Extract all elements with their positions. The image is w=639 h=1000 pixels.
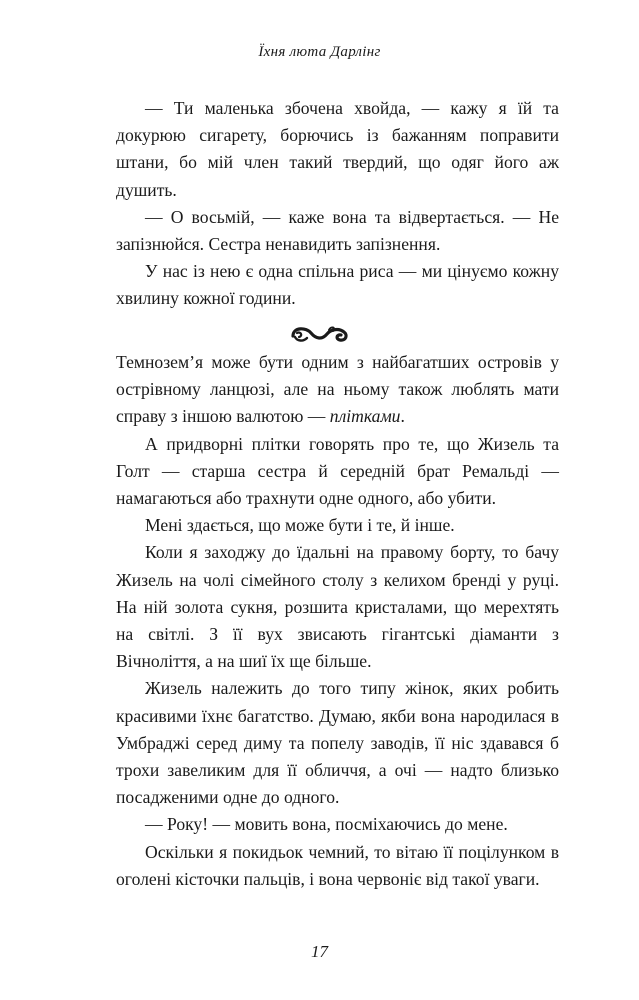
swirl-ornament-icon <box>287 324 351 344</box>
paragraph: Оскільки я покидьок чемний, то вітаю її поцілунком в оголені кісточки пальців, і вона червоніє від такої уваги. <box>116 841 559 889</box>
paragraph: Мені здається, що може бути і те, й інше. <box>145 515 455 536</box>
paragraph <box>116 349 559 431</box>
emphasized-word: плітками <box>329 406 401 427</box>
paragraph: — Ти маленька збочена хвойда, — кажу я їй та докурюю сигарету, борючись із бажанням поправити штани, бо мій член такий твердий, що одяг його аж душить. <box>116 98 559 200</box>
paragraph: — Року! — мовить вона, посміхаючись до мене. <box>145 814 508 835</box>
paragraph-end: . <box>400 406 405 427</box>
paragraph-text: Темноземʼя може бути одним з найбагатших островів у острівному ланцюзі, але на ньому також люблять мати справу з іншою валютою — <box>116 352 559 427</box>
paragraph: Коли я заходжу до їдальні на правому борту, то бачу Жизель на чолі сімейного столу з келихом бренді у руці. На ній золота сукня, розшита кристалами, що мерехтять на світлі. З її вух звисають гігантські діаманти з Вічноліття, а на шиї їх ще більше. <box>116 542 559 672</box>
paragraph: — О восьмій, — каже вона та відвертається. — Не запізнюйся. Сестра ненавидить запізнення. <box>116 206 559 255</box>
paragraph: Жизель належить до того типу жінок, яких робить красивими їхнє багатство. Думаю, якби вона народилася в Умбраджі серед диму та попелу заводів, її ніс здавався б трохи завеликим для її обличчя, а очі — надто близько посадженими одне до одного. <box>116 678 559 808</box>
text-block-top <box>116 95 559 313</box>
page-number: 17 <box>311 942 328 961</box>
paragraph: А придворні плітки говорять про те, що Жизель та Голт — старша сестра й середній брат Ремальді — намагаються або трахнути одне одного, або убити. <box>116 433 559 509</box>
running-head: Їхня люта Дарлінг <box>258 44 381 60</box>
paragraph: У нас із нею є одна спільна риса — ми цінуємо кожну хвилину кожної години. <box>116 261 559 309</box>
text-block-bottom <box>116 349 559 893</box>
